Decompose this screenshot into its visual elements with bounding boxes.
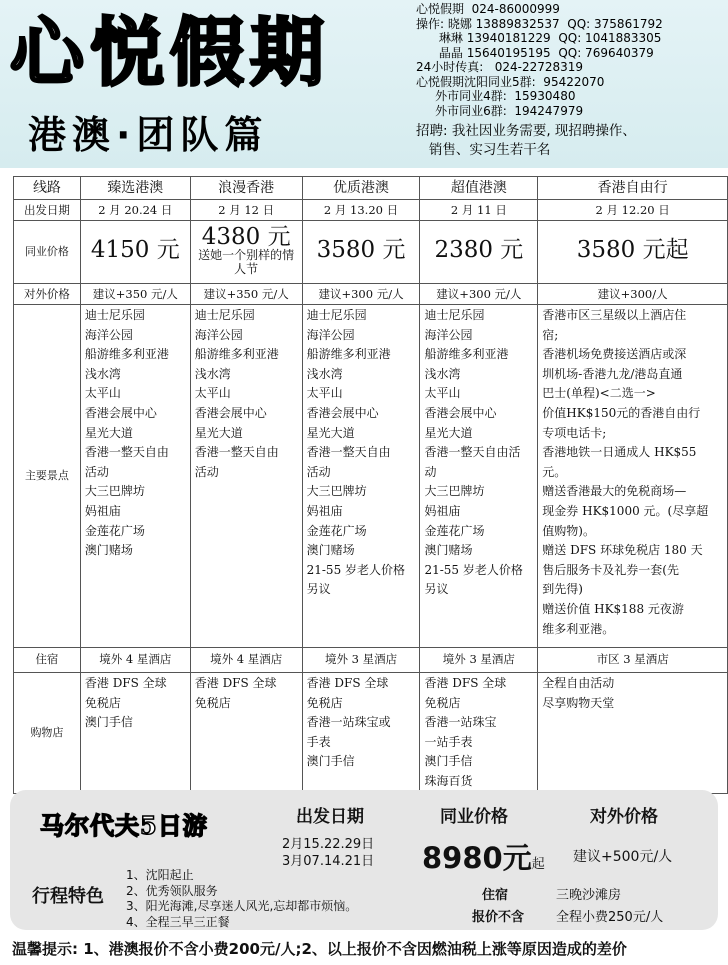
cell-line: 浅水湾: [424, 366, 461, 381]
cell-line: 星光大道: [194, 425, 243, 440]
table-cell: 市区 3 星酒店: [538, 648, 728, 673]
header-banner: [0, 0, 728, 168]
cell-line: 迪士尼乐园: [84, 308, 145, 322]
cell-line: 宿;: [542, 327, 559, 342]
cell-line: 金莲花广场: [424, 523, 485, 538]
cell-line: 免税店: [84, 695, 121, 710]
cell-line: 免税店: [424, 695, 461, 710]
cell-line: 大三巴牌坊: [424, 484, 485, 499]
column-header: 优质港澳: [302, 177, 420, 200]
table-cell: 2 月 12.20 日: [538, 200, 728, 221]
cell-line: 全程自由活动: [542, 676, 615, 690]
cell-line: 尽享购物天堂: [542, 695, 615, 710]
price-value: 3580 元起: [576, 236, 689, 263]
cell-line: 香港会展中心: [306, 405, 379, 420]
cell-line: 船游维多利亚港: [194, 347, 279, 362]
cell-line: 海洋公园: [306, 327, 355, 342]
cell-line: 太平山: [424, 386, 461, 401]
cell-line: 妈祖庙: [306, 503, 343, 518]
cell-line: 迪士尼乐园: [424, 308, 485, 322]
cell-line: 香港一整天自由: [84, 445, 169, 460]
maldives-panel: [10, 790, 718, 930]
table-row-suggest: [14, 284, 728, 305]
cell-line: 星光大道: [424, 425, 473, 440]
recruit-notice: [416, 122, 726, 160]
cell-line: 海洋公园: [424, 327, 473, 342]
date-heading: 出发日期: [296, 807, 364, 827]
table-cell: 境外 3 星酒店: [302, 648, 420, 673]
cell-line: 香港会展中心: [194, 405, 267, 420]
exclude-value: 全程小费250元/人: [556, 910, 664, 925]
table-row-spots: [14, 305, 728, 648]
cell-line: 免税店: [306, 695, 343, 710]
table-cell: [420, 673, 538, 794]
footer-notice: 温馨提示: 1、港澳报价不含小费200元/人;2、以上报价不含因燃油税上涨等原因造成的差价: [12, 940, 627, 958]
cell-line: 香港会展中心: [84, 405, 157, 420]
cell-line: 海洋公园: [194, 327, 243, 342]
cell-line: 船游维多利亚港: [306, 347, 391, 362]
cell-line: 香港 DFS 全球: [84, 676, 167, 690]
column-header: 香港自由行: [538, 177, 728, 200]
table-cell: 建议+300 元/人: [420, 284, 538, 305]
table-cell: 境外 3 星酒店: [420, 648, 538, 673]
cell-line: 一站手表: [424, 734, 473, 749]
date-item: 2月15.22.29日: [282, 837, 375, 852]
cell-line: 香港一整天自由活: [424, 445, 521, 460]
table-cell: 境外 4 星酒店: [190, 648, 302, 673]
table-cell: 2 月 13.20 日: [302, 200, 420, 221]
external-heading: 对外价格: [590, 807, 658, 827]
cell-line: 星光大道: [84, 425, 133, 440]
cell-line: 价值HK$150元的香港自由行: [542, 405, 701, 420]
table-cell: [302, 305, 420, 648]
cell-line: 香港 DFS 全球: [194, 676, 277, 690]
cell-line: 澳门手信: [306, 754, 355, 769]
cell-line: 香港一整天自由: [306, 445, 391, 460]
feature-item: 4、全程三早三正餐: [126, 914, 230, 929]
maldives-price: [422, 836, 545, 877]
table-cell: 境外 4 星酒店: [80, 648, 190, 673]
table-row-hotel: [14, 648, 728, 673]
cell-line: 大三巴牌坊: [306, 484, 367, 499]
cell-line: 香港地铁一日通成人 HK$55: [542, 445, 697, 460]
cell-line: 免税店: [194, 695, 231, 710]
cell-line: 动: [424, 464, 437, 479]
maldives-title: 马尔代夫5日游: [40, 811, 208, 840]
table-cell: [420, 221, 538, 284]
cell-line: 浅水湾: [306, 366, 343, 381]
table-cell: [80, 305, 190, 648]
cell-line: 迪士尼乐园: [194, 308, 255, 322]
cell-line: 香港一站珠宝: [424, 715, 497, 730]
stay-value: 三晚沙滩房: [556, 888, 622, 903]
cell-line: 澳门手信: [84, 715, 133, 730]
price-value: 3580 元: [316, 236, 406, 263]
cell-line: 赠送香港最大的免税商场—: [542, 484, 687, 499]
cell-line: 另议: [306, 582, 331, 597]
cell-line: 21-55 岁老人价格: [306, 562, 406, 577]
cell-line: 赠送价值 HK$188 元夜游: [542, 601, 684, 616]
table-row-price: [14, 221, 728, 284]
cell-line: 活动: [194, 464, 219, 479]
cell-line: 21-55 岁老人价格: [424, 562, 523, 577]
price-suffix: 起: [531, 857, 545, 872]
cell-line: 大三巴牌坊: [84, 484, 145, 499]
cell-line: 香港市区三星级以上酒店住: [542, 308, 687, 322]
table-cell: [80, 221, 190, 284]
cell-line: 珠海百货: [424, 773, 473, 788]
cell-line: 香港会展中心: [424, 405, 497, 420]
table-cell: [302, 221, 420, 284]
price-value: 4150 元: [90, 236, 180, 263]
table-cell: [538, 305, 728, 648]
recruit-line: 销售、实习生若干名: [416, 142, 551, 158]
price-value: 8980元: [422, 841, 532, 875]
feature-label: 行程特色: [32, 886, 104, 907]
cell-line: 香港机场免费接送酒店或深: [542, 347, 687, 362]
table-cell: 2 月 20.24 日: [80, 200, 190, 221]
price-note: 送她一个别样的情人节: [198, 247, 295, 276]
cell-line: 海洋公园: [84, 327, 133, 342]
feature-item: 2、优秀领队服务: [126, 883, 218, 898]
cell-line: 船游维多利亚港: [84, 347, 169, 362]
cell-line: 元。: [542, 464, 567, 479]
cell-line: 香港 DFS 全球: [306, 676, 389, 690]
cell-line: 澳门手信: [424, 754, 473, 769]
table-cell: 2 月 11 日: [420, 200, 538, 221]
table-cell: 建议+300 元/人: [302, 284, 420, 305]
table-row-shop: [14, 673, 728, 794]
feature-item: 1、沈阳起止: [126, 868, 194, 882]
cell-line: 手表: [306, 734, 331, 749]
price-heading: 同业价格: [440, 807, 508, 827]
cell-line: 澳门赌场: [424, 543, 473, 558]
cell-line: 金莲花广场: [306, 523, 367, 538]
price-value: 4380 元: [201, 224, 291, 251]
contact-line: 晶晶 15640195195 QQ: 769640379: [416, 45, 654, 60]
cell-line: 金莲花广场: [84, 523, 145, 538]
page-subtitle: 港澳·团队篇: [28, 113, 269, 157]
column-header: 浪漫香港: [190, 177, 302, 200]
column-header: 超值港澳: [420, 177, 538, 200]
cell-line: 太平山: [306, 386, 343, 401]
cell-line: 维多利亚港。: [542, 621, 615, 636]
table-cell: [190, 673, 302, 794]
contact-line: 心悦假期 024-86000999: [416, 2, 560, 16]
contact-line: 外市同业6群: 194247979: [416, 103, 584, 118]
table-cell: [538, 673, 728, 794]
table-cell: [80, 673, 190, 794]
maldives-dates: [282, 836, 374, 870]
cell-line: 现金券 HK$1000 元。(尽享超: [542, 503, 709, 518]
cell-line: 太平山: [194, 386, 231, 401]
cell-line: 香港 DFS 全球: [424, 676, 507, 690]
cell-line: 澳门赌场: [306, 543, 355, 558]
row-label: 住宿: [14, 648, 81, 673]
exclude-label: 报价不含: [472, 910, 525, 925]
table-cell: 建议+350 元/人: [80, 284, 190, 305]
cell-line: 浅水湾: [84, 366, 121, 381]
table-cell: [190, 221, 302, 284]
cell-line: 到先得): [542, 582, 583, 597]
stay-label: 住宿: [482, 888, 509, 903]
table-cell: [190, 305, 302, 648]
row-label: 对外价格: [14, 284, 81, 305]
table-row-dates: [14, 200, 728, 221]
contact-line: 外市同业4群: 15930480: [416, 89, 576, 103]
row-label: 出发日期: [14, 200, 81, 221]
cell-line: 妈祖庙: [84, 503, 121, 518]
contact-line: 24小时传真: 024-22728319: [416, 60, 584, 74]
row-label: 主要景点: [14, 305, 81, 648]
cell-line: 妈祖庙: [424, 503, 461, 518]
cell-line: 船游维多利亚港: [424, 347, 509, 362]
cell-line: 巴士(单程)<二选一>: [542, 386, 656, 401]
table-cell: 2 月 12 日: [190, 200, 302, 221]
contact-line: 琳琳 13940181229 QQ: 1041883305: [416, 31, 662, 45]
table-cell: [420, 305, 538, 648]
date-item: 3月07.14.21日: [282, 854, 375, 869]
cell-line: 迪士尼乐园: [306, 308, 367, 322]
contact-line: 操作: 晓娜 13889832537 QQ: 375861792: [416, 16, 663, 31]
cell-line: 圳机场-香港九龙/港岛直通: [542, 366, 683, 381]
cell-line: 赠送 DFS 环球免税店 180 天: [542, 543, 703, 558]
cell-line: 专项电话卡;: [542, 425, 607, 440]
cell-line: 香港一站珠宝或: [306, 715, 391, 730]
cell-line: 太平山: [84, 386, 121, 401]
cell-line: 售后服务卡及礼券一套(先: [542, 562, 679, 577]
recruit-line: 招聘: 我社因业务需要, 现招聘操作、: [416, 123, 636, 139]
column-header: 线路: [14, 177, 81, 200]
cell-line: 另议: [424, 582, 449, 597]
column-header: 臻选港澳: [80, 177, 190, 200]
tour-table: [13, 176, 728, 794]
maldives-suggest: 建议+500元/人: [573, 849, 673, 865]
cell-line: 澳门赌场: [84, 543, 133, 558]
table-cell: [302, 673, 420, 794]
contact-block: [416, 2, 726, 160]
contact-line: 心悦假期沈阳同业5群: 95422070: [416, 74, 605, 89]
table-cell: [538, 221, 728, 284]
cell-line: 值购物)。: [542, 523, 595, 538]
table-cell: 建议+350 元/人: [190, 284, 302, 305]
cell-line: 活动: [84, 464, 109, 479]
cell-line: 浅水湾: [194, 366, 231, 381]
table-header-row: [14, 177, 728, 200]
cell-line: 活动: [306, 464, 331, 479]
cell-line: 星光大道: [306, 425, 355, 440]
price-value: 2380 元: [434, 236, 524, 263]
cell-line: 香港一整天自由: [194, 445, 279, 460]
brand-logo: 心悦假期: [10, 10, 330, 96]
feature-list: [126, 868, 357, 930]
table-cell: 建议+300/人: [538, 284, 728, 305]
row-label: 同业价格: [14, 221, 81, 284]
row-label: 购物店: [14, 673, 81, 794]
feature-item: 3、阳光海滩,尽享迷人风光,忘却都市烦恼。: [126, 899, 358, 913]
